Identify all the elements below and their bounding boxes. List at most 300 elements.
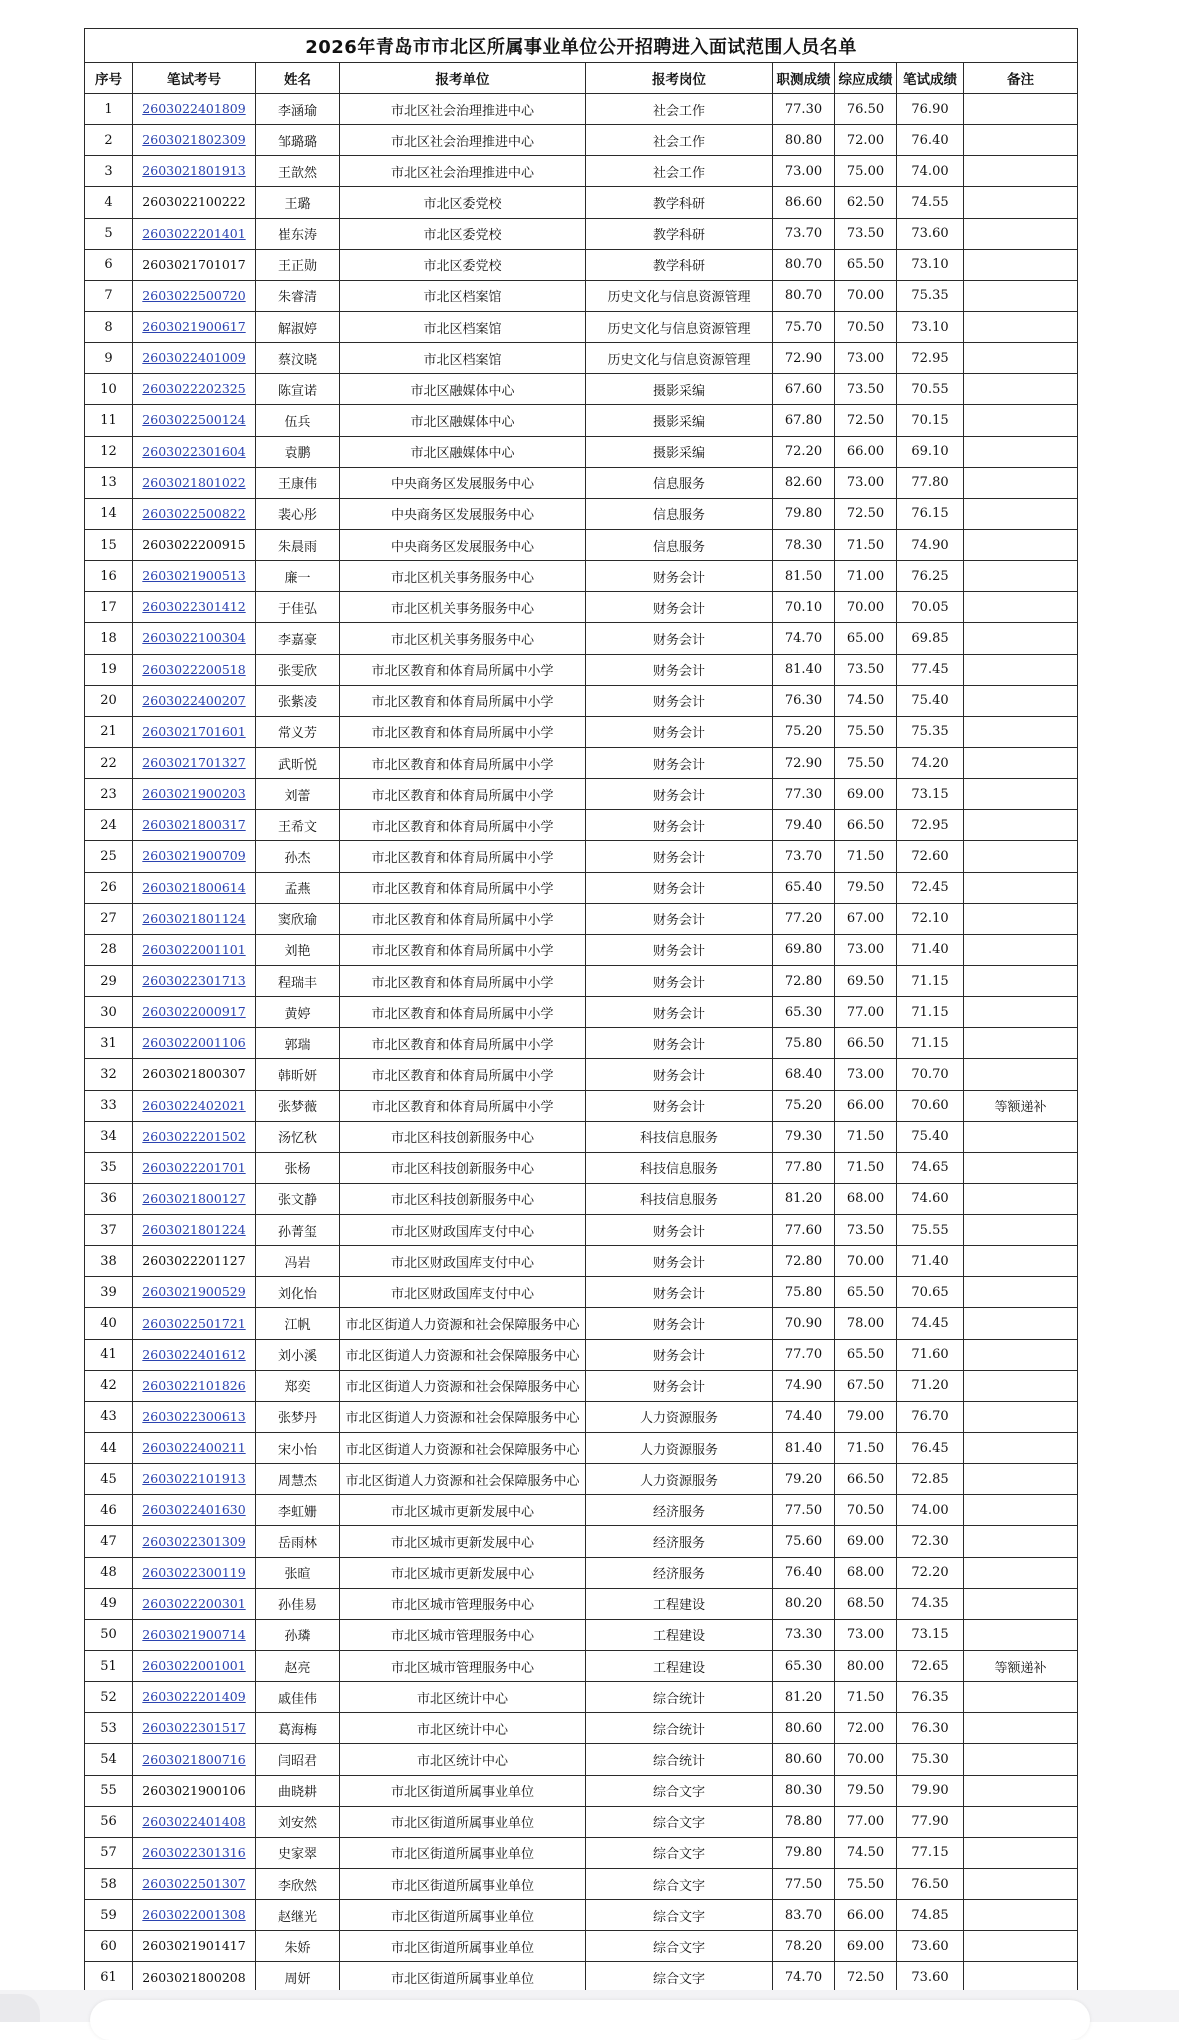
score-bs-cell: 76.25 <box>897 561 964 592</box>
exam-id-cell <box>133 1277 256 1308</box>
exam-id-link[interactable]: 2603022500720 <box>142 287 246 303</box>
exam-id-link[interactable]: 2603022501721 <box>142 1315 246 1331</box>
score-zc-cell: 78.80 <box>773 1806 835 1837</box>
unit-cell: 市北区街道人力资源和社会保障服务中心 <box>340 1401 586 1432</box>
post-cell: 经济服务 <box>586 1495 773 1526</box>
score-zy-cell: 70.50 <box>835 1495 897 1526</box>
post-cell: 财务会计 <box>586 1308 773 1339</box>
score-zc-cell: 78.30 <box>773 529 835 560</box>
exam-id-link[interactable]: 2603022200301 <box>142 1595 246 1611</box>
score-bs-cell: 74.20 <box>897 747 964 778</box>
exam-id-cell <box>133 685 256 716</box>
table-row <box>85 779 1078 810</box>
table-row <box>85 249 1078 280</box>
seq-cell: 34 <box>85 1121 133 1152</box>
exam-id-cell <box>133 1869 256 1900</box>
exam-id-link[interactable]: 2603022401009 <box>142 350 246 366</box>
table-row <box>85 343 1078 374</box>
table-row <box>85 1152 1078 1183</box>
unit-cell: 市北区社会治理推进中心 <box>340 125 586 156</box>
exam-id-link[interactable]: 2603022300613 <box>142 1408 246 1424</box>
score-bs-cell: 76.30 <box>897 1713 964 1744</box>
post-cell: 综合统计 <box>586 1713 773 1744</box>
unit-cell: 中央商务区发展服务中心 <box>340 529 586 560</box>
name-cell: 史家翠 <box>256 1837 340 1868</box>
exam-id-link[interactable]: 2603022301713 <box>142 973 246 988</box>
post-cell: 信息服务 <box>586 498 773 529</box>
remark-cell <box>964 779 1078 810</box>
table-row <box>85 716 1078 747</box>
name-cell: 闫昭君 <box>256 1744 340 1775</box>
exam-id-link[interactable]: 2603022401809 <box>142 101 246 117</box>
name-cell: 刘安然 <box>256 1806 340 1837</box>
score-bs-cell: 71.40 <box>897 934 964 965</box>
unit-cell: 市北区教育和体育局所属中小学 <box>340 1028 586 1059</box>
name-cell: 孙佳易 <box>256 1588 340 1619</box>
exam-id-link[interactable]: 2603022001001 <box>142 1658 246 1674</box>
exam-id-link[interactable]: 2603021800317 <box>142 817 246 833</box>
score-bs-cell: 77.45 <box>897 654 964 685</box>
seq-cell: 56 <box>85 1806 133 1837</box>
unit-cell: 市北区财政国库支付中心 <box>340 1215 586 1246</box>
score-zy-cell: 71.00 <box>835 561 897 592</box>
remark-cell <box>964 218 1078 249</box>
exam-id-link[interactable]: 2603022401612 <box>142 1346 246 1362</box>
exam-id-link[interactable]: 2603021801913 <box>142 163 246 179</box>
unit-cell: 市北区城市更新发展中心 <box>340 1557 586 1588</box>
exam-id-link[interactable]: 2603021800127 <box>142 1190 246 1206</box>
table-row <box>85 1806 1078 1837</box>
score-zy-cell: 70.00 <box>835 1744 897 1775</box>
post-cell: 财务会计 <box>586 841 773 872</box>
post-cell: 教学科研 <box>586 218 773 249</box>
exam-id-cell <box>133 467 256 498</box>
exam-id-link[interactable]: 2603021802309 <box>142 132 246 148</box>
header-col-exam-id: 笔试考号 <box>133 63 256 94</box>
seq-cell: 28 <box>85 934 133 965</box>
score-bs-cell: 72.95 <box>897 343 964 374</box>
seq-cell: 20 <box>85 685 133 716</box>
unit-cell: 市北区街道所属事业单位 <box>340 1962 586 1993</box>
remark-cell <box>964 311 1078 342</box>
seq-cell: 59 <box>85 1900 133 1931</box>
score-zy-cell: 73.50 <box>835 654 897 685</box>
exam-id-link[interactable]: 2603021801224 <box>142 1222 246 1238</box>
post-cell: 财务会计 <box>586 1090 773 1121</box>
post-cell: 财务会计 <box>586 903 773 934</box>
name-cell: 廉一 <box>256 561 340 592</box>
exam-id-link[interactable]: 2603022401630 <box>142 1502 246 1518</box>
exam-id-cell <box>133 810 256 841</box>
name-cell: 汤忆秋 <box>256 1121 340 1152</box>
table-row <box>85 156 1078 187</box>
score-bs-cell: 76.45 <box>897 1433 964 1464</box>
name-cell: 葛海梅 <box>256 1713 340 1744</box>
score-zc-cell: 79.80 <box>773 498 835 529</box>
score-zy-cell: 67.50 <box>835 1370 897 1401</box>
unit-cell: 市北区教育和体育局所属中小学 <box>340 1059 586 1090</box>
exam-id-cell <box>133 1090 256 1121</box>
score-bs-cell: 70.15 <box>897 405 964 436</box>
score-zc-cell: 74.70 <box>773 1962 835 1993</box>
name-cell: 张暄 <box>256 1557 340 1588</box>
score-bs-cell: 76.90 <box>897 94 964 125</box>
table-row <box>85 1308 1078 1339</box>
score-bs-cell: 73.10 <box>897 249 964 280</box>
score-zc-cell: 81.20 <box>773 1183 835 1214</box>
exam-id-cell <box>133 1339 256 1370</box>
score-bs-cell: 75.35 <box>897 280 964 311</box>
exam-id-cell <box>133 997 256 1028</box>
exam-id-link[interactable]: 2603022201502 <box>142 1128 246 1144</box>
score-zc-cell: 77.20 <box>773 903 835 934</box>
remark-cell <box>964 1121 1078 1152</box>
seq-cell: 55 <box>85 1775 133 1806</box>
score-zc-cell: 80.60 <box>773 1713 835 1744</box>
post-cell: 人力资源服务 <box>586 1464 773 1495</box>
name-cell: 蔡汶晓 <box>256 343 340 374</box>
score-bs-cell: 73.60 <box>897 1931 964 1962</box>
remark-cell <box>964 1869 1078 1900</box>
score-zc-cell: 70.90 <box>773 1308 835 1339</box>
exam-id-cell <box>133 779 256 810</box>
score-bs-cell: 74.65 <box>897 1152 964 1183</box>
seq-cell: 12 <box>85 436 133 467</box>
exam-id-link[interactable]: 2603021900617 <box>142 319 246 335</box>
table-row <box>85 1900 1078 1931</box>
name-cell: 王正勋 <box>256 249 340 280</box>
score-zy-cell: 73.00 <box>835 343 897 374</box>
score-zc-cell: 69.80 <box>773 934 835 965</box>
name-cell: 韩昕妍 <box>256 1059 340 1090</box>
post-cell: 教学科研 <box>586 187 773 218</box>
seq-cell: 42 <box>85 1370 133 1401</box>
remark-cell: 等额递补 <box>964 1651 1078 1682</box>
unit-cell: 市北区城市更新发展中心 <box>340 1495 586 1526</box>
unit-cell: 市北区教育和体育局所属中小学 <box>340 747 586 778</box>
score-zc-cell: 65.30 <box>773 1651 835 1682</box>
exam-id-link[interactable]: 2603021801022 <box>142 474 246 490</box>
post-cell: 财务会计 <box>586 1215 773 1246</box>
post-cell: 财务会计 <box>586 1339 773 1370</box>
table-row <box>85 187 1078 218</box>
remark-cell <box>964 1433 1078 1464</box>
score-zc-cell: 72.80 <box>773 1246 835 1277</box>
seq-cell: 24 <box>85 810 133 841</box>
exam-id-cell <box>133 1619 256 1650</box>
score-bs-cell: 71.60 <box>897 1339 964 1370</box>
table-row <box>85 94 1078 125</box>
exam-id-text: 2603022200915 <box>142 537 246 553</box>
unit-cell: 市北区街道人力资源和社会保障服务中心 <box>340 1464 586 1495</box>
remark-cell <box>964 94 1078 125</box>
post-cell: 综合统计 <box>586 1682 773 1713</box>
exam-id-link[interactable]: 2603022300119 <box>142 1564 246 1580</box>
name-cell: 程瑞丰 <box>256 965 340 996</box>
exam-id-text: 2603021800307 <box>142 1066 246 1082</box>
table-row <box>85 997 1078 1028</box>
name-cell: 解淑婷 <box>256 311 340 342</box>
exam-id-link[interactable]: 2603022000917 <box>142 1004 246 1020</box>
score-zy-cell: 74.50 <box>835 685 897 716</box>
score-zy-cell: 66.50 <box>835 1464 897 1495</box>
score-bs-cell: 79.90 <box>897 1775 964 1806</box>
seq-cell: 37 <box>85 1215 133 1246</box>
post-cell: 摄影采编 <box>586 374 773 405</box>
exam-id-cell <box>133 1246 256 1277</box>
exam-id-link[interactable]: 2603022400211 <box>142 1440 246 1456</box>
post-cell: 财务会计 <box>586 592 773 623</box>
seq-cell: 25 <box>85 841 133 872</box>
seq-cell: 33 <box>85 1090 133 1121</box>
exam-id-cell <box>133 156 256 187</box>
name-cell: 李欣然 <box>256 1869 340 1900</box>
seq-cell: 7 <box>85 280 133 311</box>
post-cell: 财务会计 <box>586 1059 773 1090</box>
unit-cell: 市北区教育和体育局所属中小学 <box>340 997 586 1028</box>
score-bs-cell: 75.40 <box>897 1121 964 1152</box>
seq-cell: 49 <box>85 1588 133 1619</box>
score-bs-cell: 71.15 <box>897 997 964 1028</box>
browser-address-pill[interactable] <box>90 2000 1090 2040</box>
unit-cell: 市北区科技创新服务中心 <box>340 1183 586 1214</box>
exam-id-cell <box>133 1370 256 1401</box>
seq-cell: 40 <box>85 1308 133 1339</box>
table-row <box>85 218 1078 249</box>
exam-id-link[interactable]: 2603021900203 <box>142 786 246 802</box>
exam-id-link[interactable]: 2603022202325 <box>142 381 246 397</box>
exam-id-link[interactable]: 2603022500822 <box>142 505 246 521</box>
post-cell: 社会工作 <box>586 125 773 156</box>
exam-id-link[interactable]: 2603022500124 <box>142 412 246 428</box>
table-row <box>85 1526 1078 1557</box>
score-zy-cell: 72.50 <box>835 405 897 436</box>
unit-cell: 市北区社会治理推进中心 <box>340 156 586 187</box>
score-bs-cell: 72.60 <box>897 841 964 872</box>
post-cell: 科技信息服务 <box>586 1183 773 1214</box>
score-bs-cell: 77.15 <box>897 1837 964 1868</box>
remark-cell <box>964 343 1078 374</box>
name-cell: 周慧杰 <box>256 1464 340 1495</box>
score-zc-cell: 72.90 <box>773 343 835 374</box>
exam-id-link[interactable]: 2603022200518 <box>142 661 246 677</box>
post-cell: 社会工作 <box>586 156 773 187</box>
exam-id-link[interactable]: 2603022301316 <box>142 1844 246 1860</box>
post-cell: 财务会计 <box>586 1277 773 1308</box>
exam-id-text: 2603021701017 <box>142 256 246 272</box>
remark-cell <box>964 1588 1078 1619</box>
score-zy-cell: 66.00 <box>835 1900 897 1931</box>
score-zy-cell: 79.00 <box>835 1401 897 1432</box>
score-zy-cell: 72.00 <box>835 1713 897 1744</box>
seq-cell: 29 <box>85 965 133 996</box>
score-zy-cell: 73.00 <box>835 1059 897 1090</box>
score-bs-cell: 76.40 <box>897 125 964 156</box>
exam-id-cell <box>133 592 256 623</box>
exam-id-link[interactable]: 2603021800614 <box>142 879 246 895</box>
unit-cell: 市北区教育和体育局所属中小学 <box>340 716 586 747</box>
exam-id-link[interactable]: 2603022001308 <box>142 1907 246 1923</box>
exam-id-link[interactable]: 2603022402021 <box>142 1097 246 1113</box>
table-row <box>85 1433 1078 1464</box>
name-cell: 窦欣瑜 <box>256 903 340 934</box>
table-row <box>85 903 1078 934</box>
seq-cell: 41 <box>85 1339 133 1370</box>
score-bs-cell: 72.45 <box>897 872 964 903</box>
remark-cell <box>964 1464 1078 1495</box>
exam-id-link[interactable]: 2603022101913 <box>142 1471 246 1487</box>
exam-id-link[interactable]: 2603022400207 <box>142 692 246 708</box>
score-zy-cell: 71.50 <box>835 1682 897 1713</box>
name-cell: 王璐 <box>256 187 340 218</box>
remark-cell <box>964 685 1078 716</box>
name-cell: 刘化怡 <box>256 1277 340 1308</box>
seq-cell: 22 <box>85 747 133 778</box>
remark-cell <box>964 187 1078 218</box>
unit-cell: 市北区融媒体中心 <box>340 405 586 436</box>
score-bs-cell: 71.20 <box>897 1370 964 1401</box>
exam-id-cell <box>133 1152 256 1183</box>
name-cell: 宋小怡 <box>256 1433 340 1464</box>
exam-id-link[interactable]: 2603022201701 <box>142 1159 246 1175</box>
score-zy-cell: 73.00 <box>835 467 897 498</box>
seq-cell: 61 <box>85 1962 133 1993</box>
name-cell: 冯岩 <box>256 1246 340 1277</box>
seq-cell: 46 <box>85 1495 133 1526</box>
remark-cell <box>964 1028 1078 1059</box>
exam-id-cell <box>133 1059 256 1090</box>
score-bs-cell: 77.80 <box>897 467 964 498</box>
post-cell: 信息服务 <box>586 467 773 498</box>
exam-id-link[interactable]: 2603021800716 <box>142 1751 246 1767</box>
table-row <box>85 1869 1078 1900</box>
remark-cell <box>964 1277 1078 1308</box>
remark-cell <box>964 467 1078 498</box>
exam-id-cell <box>133 561 256 592</box>
seq-cell: 57 <box>85 1837 133 1868</box>
score-zc-cell: 74.90 <box>773 1370 835 1401</box>
name-cell: 朱晨雨 <box>256 529 340 560</box>
exam-id-link[interactable]: 2603022301517 <box>142 1720 246 1736</box>
unit-cell: 市北区档案馆 <box>340 311 586 342</box>
name-cell: 朱睿清 <box>256 280 340 311</box>
score-zy-cell: 79.50 <box>835 1775 897 1806</box>
exam-id-link[interactable]: 2603022501307 <box>142 1876 246 1892</box>
remark-cell <box>964 716 1078 747</box>
exam-id-link[interactable]: 2603022301604 <box>142 443 246 459</box>
score-zy-cell: 65.50 <box>835 1277 897 1308</box>
exam-id-link[interactable]: 2603021900529 <box>142 1284 246 1300</box>
post-cell: 财务会计 <box>586 872 773 903</box>
exam-id-link[interactable]: 2603022101826 <box>142 1377 246 1393</box>
score-bs-cell: 70.60 <box>897 1090 964 1121</box>
exam-id-cell <box>133 1931 256 1962</box>
exam-id-link[interactable]: 2603021900709 <box>142 848 246 864</box>
unit-cell: 市北区街道所属事业单位 <box>340 1900 586 1931</box>
page-title: 2026年青岛市市北区所属事业单位公开招聘进入面试范围人员名单 <box>85 29 1078 63</box>
unit-cell: 市北区街道所属事业单位 <box>340 1931 586 1962</box>
score-zc-cell: 74.40 <box>773 1401 835 1432</box>
seq-cell: 54 <box>85 1744 133 1775</box>
exam-id-cell <box>133 1121 256 1152</box>
name-cell: 曲晓耕 <box>256 1775 340 1806</box>
unit-cell: 市北区教育和体育局所属中小学 <box>340 685 586 716</box>
exam-id-link[interactable]: 2603022301412 <box>142 599 246 615</box>
remark-cell <box>964 1900 1078 1931</box>
score-zy-cell: 73.00 <box>835 934 897 965</box>
score-zc-cell: 73.30 <box>773 1619 835 1650</box>
post-cell: 财务会计 <box>586 623 773 654</box>
exam-id-link[interactable]: 2603021701601 <box>142 723 246 739</box>
table-row <box>85 654 1078 685</box>
exam-id-link[interactable]: 2603022100304 <box>142 630 246 646</box>
header-col-score-bs: 笔试成绩 <box>897 63 964 94</box>
score-zc-cell: 80.80 <box>773 125 835 156</box>
unit-cell: 市北区教育和体育局所属中小学 <box>340 779 586 810</box>
name-cell: 张梦丹 <box>256 1401 340 1432</box>
score-bs-cell: 72.20 <box>897 1557 964 1588</box>
remark-cell <box>964 1557 1078 1588</box>
exam-id-cell <box>133 1557 256 1588</box>
exam-id-link[interactable]: 2603022201401 <box>142 225 246 241</box>
remark-cell <box>964 529 1078 560</box>
exam-id-link[interactable]: 2603022201409 <box>142 1689 246 1705</box>
seq-cell: 44 <box>85 1433 133 1464</box>
score-zc-cell: 75.80 <box>773 1277 835 1308</box>
exam-id-link[interactable]: 2603022001101 <box>142 941 246 957</box>
exam-id-link[interactable]: 2603022301309 <box>142 1533 246 1549</box>
unit-cell: 市北区城市管理服务中心 <box>340 1619 586 1650</box>
name-cell: 李嘉豪 <box>256 623 340 654</box>
unit-cell: 市北区机关事务服务中心 <box>340 592 586 623</box>
remark-cell <box>964 1619 1078 1650</box>
score-bs-cell: 75.55 <box>897 1215 964 1246</box>
post-cell: 历史文化与信息资源管理 <box>586 280 773 311</box>
score-zy-cell: 71.50 <box>835 529 897 560</box>
exam-id-link[interactable]: 2603021801124 <box>142 910 246 926</box>
exam-id-link[interactable]: 2603021900714 <box>142 1626 246 1642</box>
exam-id-cell <box>133 249 256 280</box>
score-zc-cell: 77.50 <box>773 1869 835 1900</box>
exam-id-link[interactable]: 2603022001106 <box>142 1035 246 1051</box>
exam-id-link[interactable]: 2603021701327 <box>142 755 246 771</box>
score-bs-cell: 76.50 <box>897 1869 964 1900</box>
post-cell: 财务会计 <box>586 1246 773 1277</box>
remark-cell <box>964 592 1078 623</box>
seq-cell: 14 <box>85 498 133 529</box>
unit-cell: 市北区街道人力资源和社会保障服务中心 <box>340 1308 586 1339</box>
remark-cell <box>964 1059 1078 1090</box>
exam-id-cell <box>133 436 256 467</box>
name-cell: 于佳弘 <box>256 592 340 623</box>
exam-id-cell <box>133 529 256 560</box>
remark-cell <box>964 810 1078 841</box>
exam-id-link[interactable]: 2603022401408 <box>142 1813 246 1829</box>
remark-cell <box>964 1682 1078 1713</box>
remark-cell <box>964 498 1078 529</box>
score-bs-cell: 76.70 <box>897 1401 964 1432</box>
exam-id-link[interactable]: 2603021900513 <box>142 568 246 584</box>
name-cell: 张文静 <box>256 1183 340 1214</box>
score-zy-cell: 75.50 <box>835 1869 897 1900</box>
name-cell: 戚佳伟 <box>256 1682 340 1713</box>
exam-id-cell <box>133 1308 256 1339</box>
name-cell: 常义芳 <box>256 716 340 747</box>
table-row <box>85 1588 1078 1619</box>
remark-cell <box>964 156 1078 187</box>
table-row <box>85 280 1078 311</box>
unit-cell: 市北区街道人力资源和社会保障服务中心 <box>340 1433 586 1464</box>
